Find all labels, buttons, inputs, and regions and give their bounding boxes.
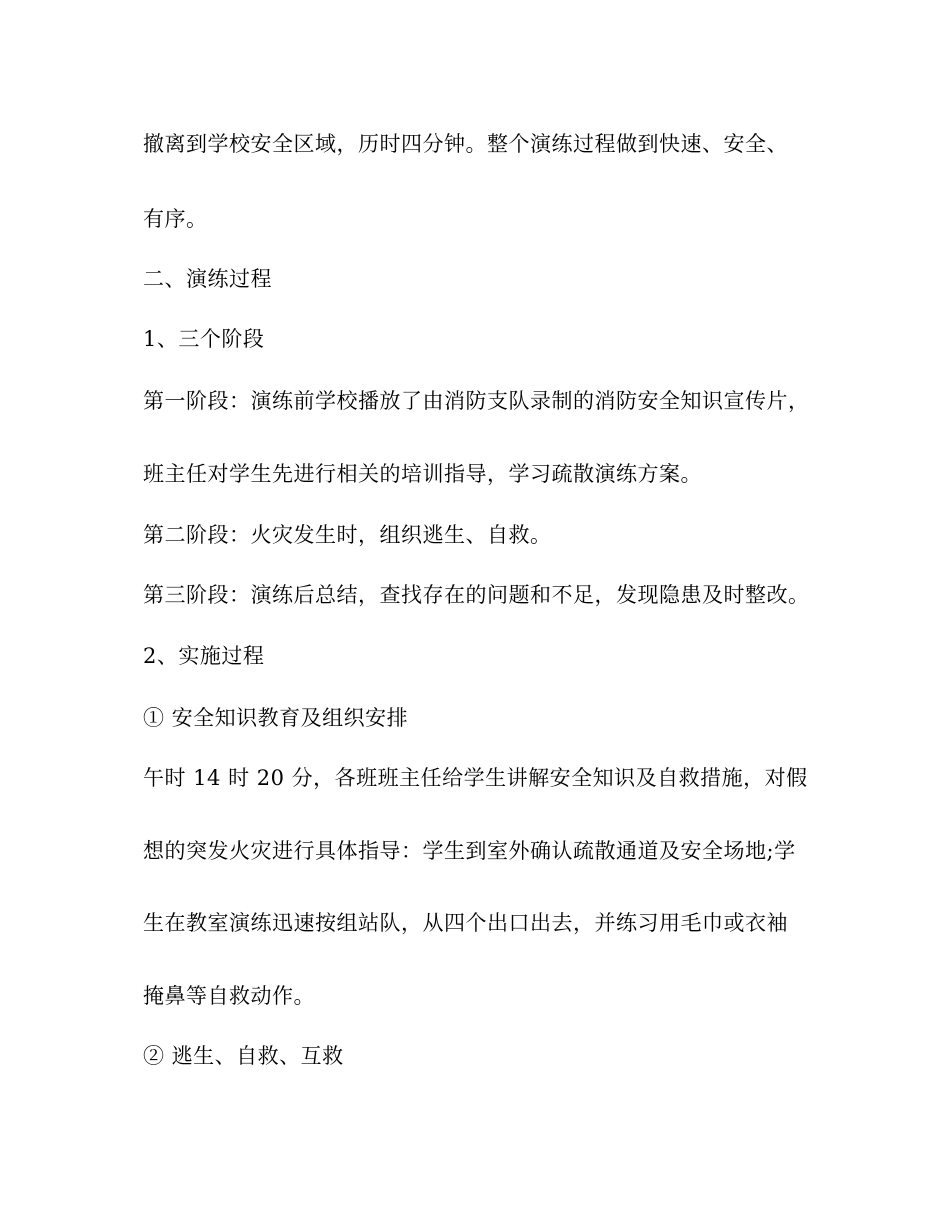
stage-one-line-1: 第一阶段：演练前学校播放了由消防支队录制的消防安全知识宣传片，	[143, 389, 810, 413]
item-1-paragraph-line-3: 生在教室演练迅速按组站队，从四个出口出去，并练习用毛巾或衣袖	[143, 911, 788, 935]
subheading-three-stages: 1、三个阶段	[143, 327, 265, 351]
section-heading-drill-process: 二、演练过程	[143, 267, 272, 291]
item-1-heading: ① 安全知识教育及组织安排	[143, 706, 409, 730]
stage-one-line-2: 班主任对学生先进行相关的培训指导，学习疏散演练方案。	[143, 462, 702, 486]
paragraph-line-1: 撤离到学校安全区域，历时四分钟。整个演练过程做到快速、安全、	[143, 132, 788, 156]
subheading-implementation: 2、实施过程	[143, 644, 265, 668]
item-2-heading: ② 逃生、自救、互救	[143, 1044, 344, 1068]
item-1-paragraph-line-4: 掩鼻等自救动作。	[143, 984, 315, 1008]
stage-two-line: 第二阶段：火灾发生时，组织逃生、自救。	[143, 523, 552, 547]
item-1-paragraph-line-2: 想的突发火灾进行具体指导：学生到室外确认疏散通道及安全场地;学	[143, 839, 796, 863]
paragraph-line-2: 有序。	[143, 207, 208, 231]
stage-three-line: 第三阶段：演练后总结，查找存在的问题和不足，发现隐患及时整改。	[143, 583, 810, 607]
item-1-paragraph-line-1: 午时 14 时 20 分，各班班主任给学生讲解安全知识及自救措施，对假	[143, 766, 808, 790]
